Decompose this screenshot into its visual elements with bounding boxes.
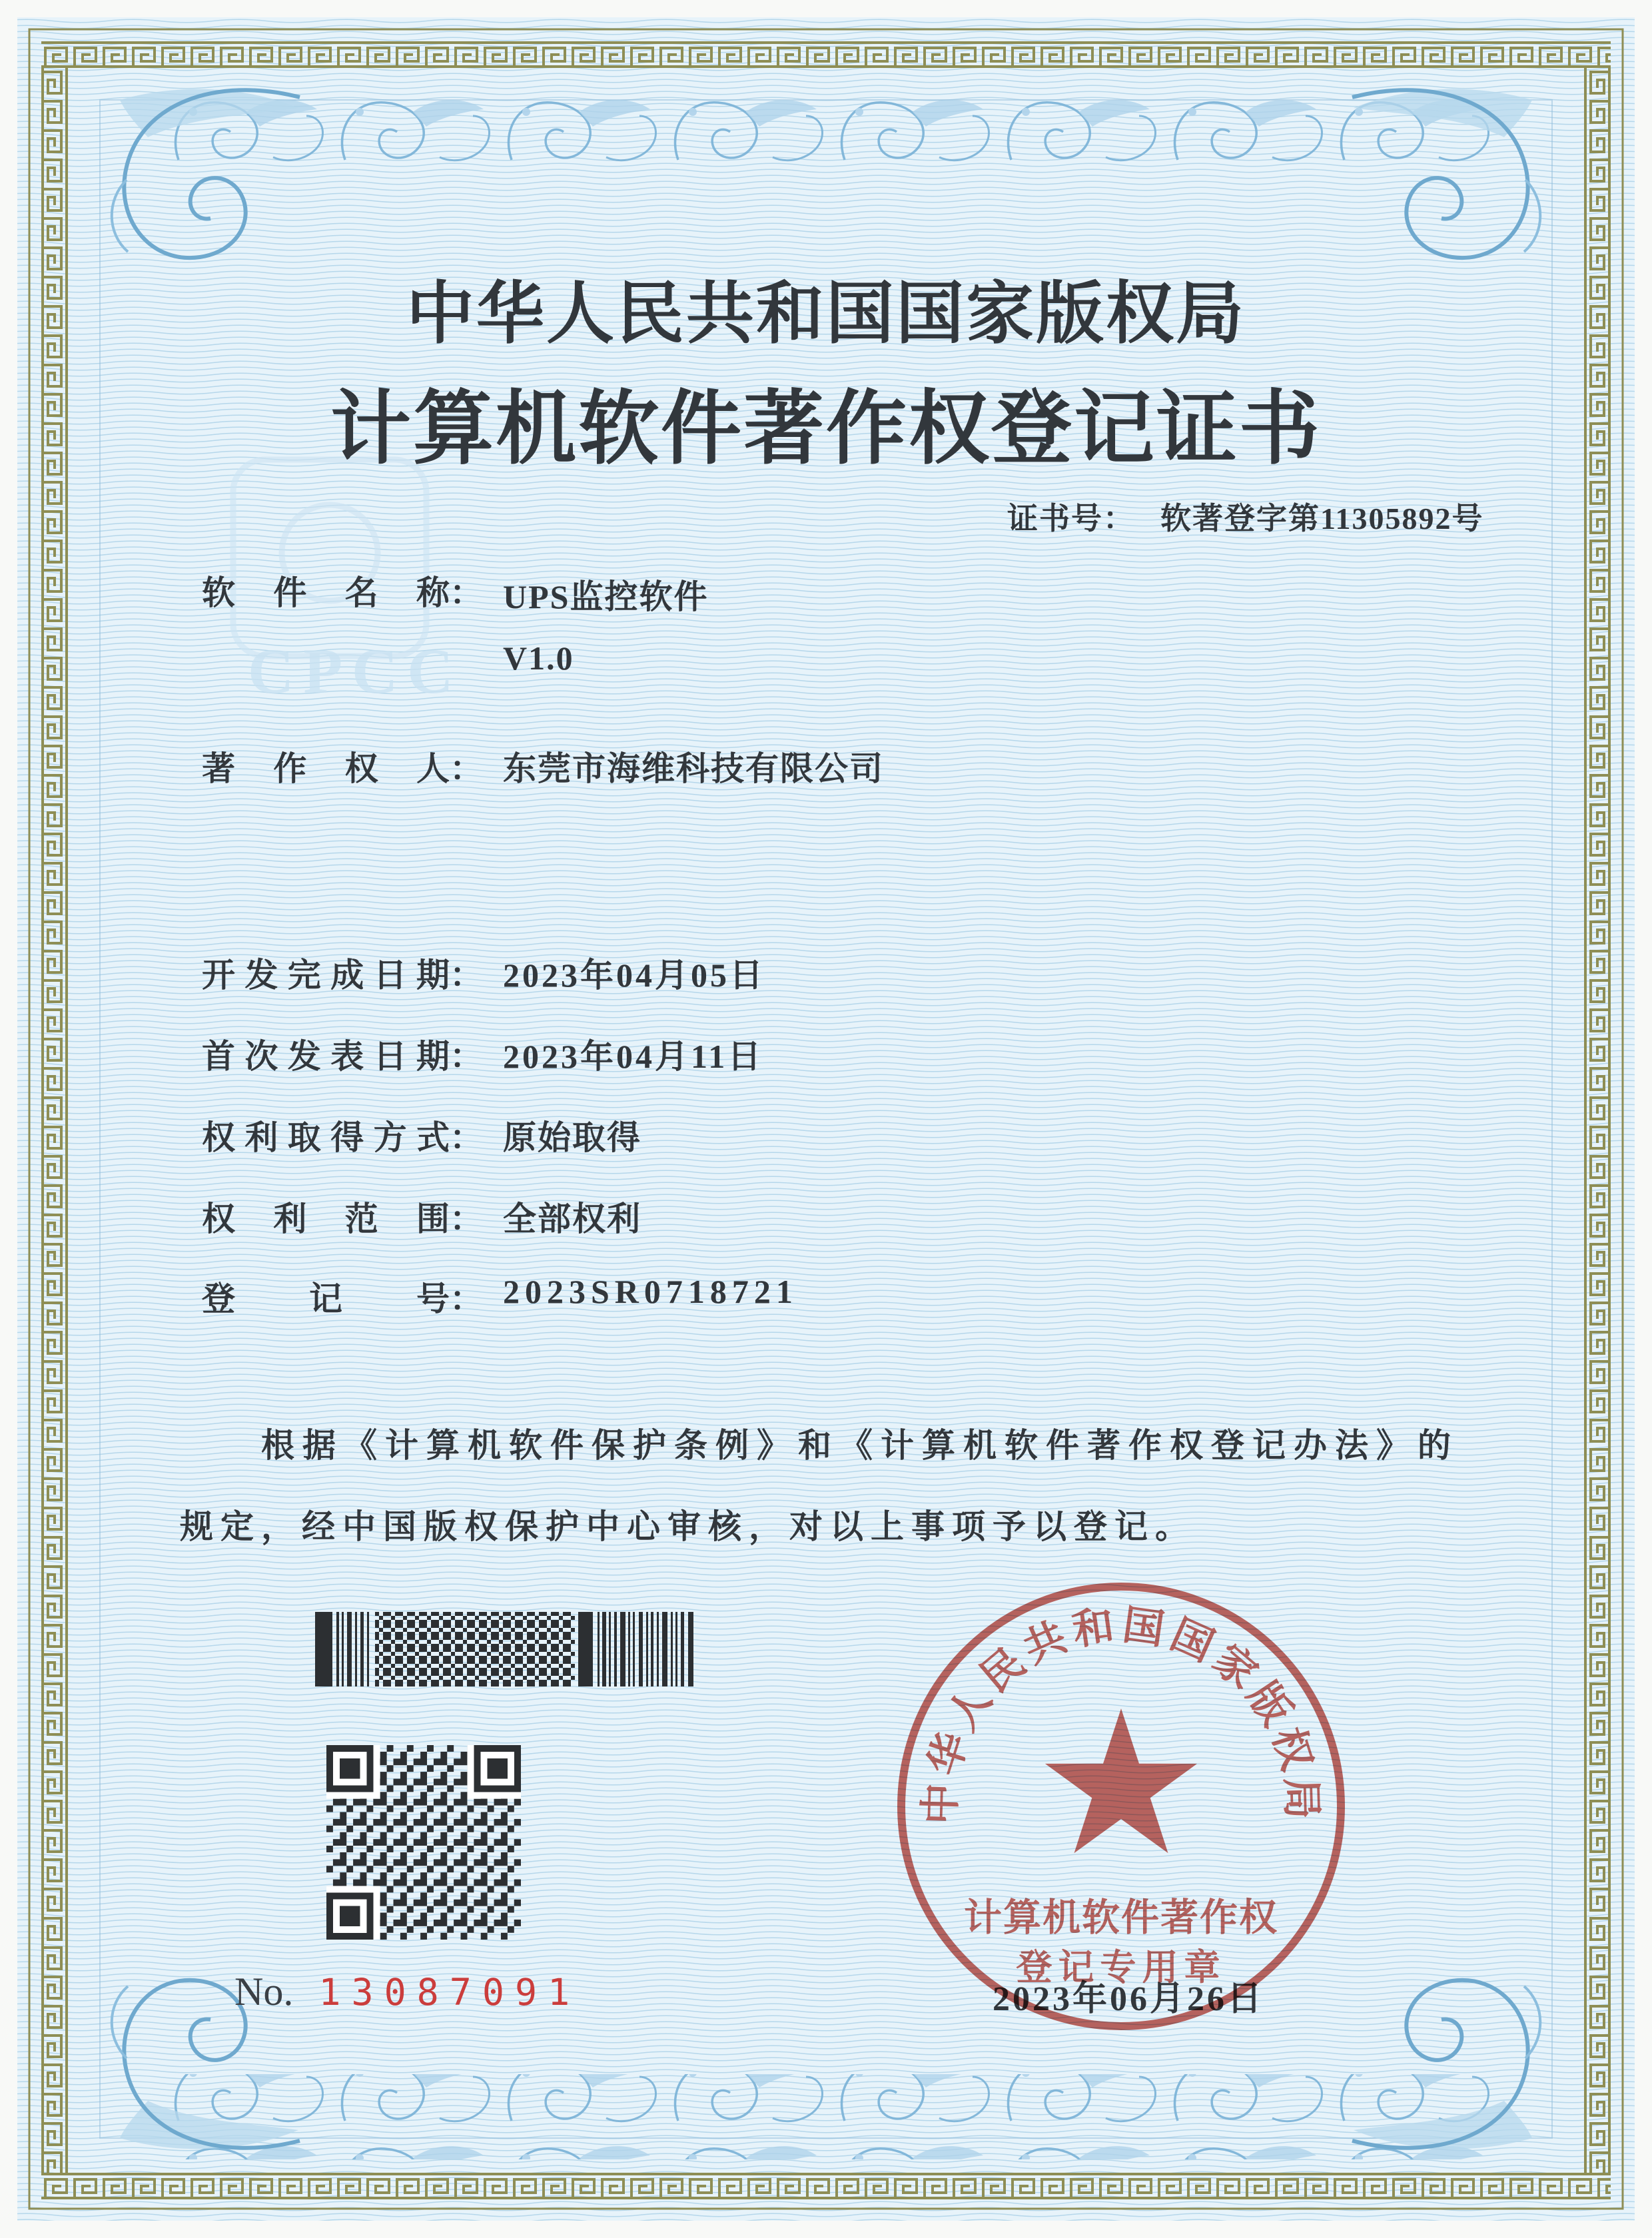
field-label-dev-complete-date: 开发完成日期 [202, 956, 450, 994]
certificate-title: 计算机软件著作权登记证书 [330, 385, 1322, 474]
cert-no-label: 证书号： [1007, 502, 1135, 536]
cert-no-value: 软著登字第11305892号 [1160, 502, 1484, 536]
field-value-right-scope: 全部权利 [503, 1200, 641, 1238]
serial-label: No. [234, 1970, 294, 2014]
authority-title: 中华人民共和国国家版权局 [406, 277, 1246, 352]
serial-number: 13087091 [318, 1971, 581, 2014]
field-colon: ： [450, 750, 483, 787]
issue-date: 2023年06月26日 [993, 1980, 1265, 2018]
cpcc-watermark-text: CPCC [248, 635, 463, 707]
field-colon: ： [450, 1038, 483, 1075]
field-colon: ： [450, 1280, 483, 1317]
seal-line-2: 登记专用章 [1016, 1948, 1226, 1988]
field-value-first-publish-date: 2023年04月11日 [503, 1038, 764, 1075]
field-value-software-name: UPS监控软件 [503, 578, 709, 615]
field-value-dev-complete-date: 2023年04月05日 [503, 956, 765, 994]
field-colon: ： [450, 956, 483, 994]
field-value-right-acquisition: 原始取得 [503, 1119, 641, 1156]
seal-line-1: 计算机软件著作权 [964, 1897, 1278, 1939]
statement-line-2: 规定，经中国版权保护中心审核，对以上事项予以登记。 [180, 1508, 1196, 1545]
field-colon: ： [450, 1200, 483, 1238]
field-value-copyright-owner: 东莞市海维科技有限公司 [503, 750, 884, 787]
field-label-right-acquisition: 权利取得方式 [202, 1119, 450, 1156]
field-label-first-publish-date: 首次发表日期 [202, 1038, 450, 1075]
seal-arc-text: 中华人民共和国国家版权局 [918, 1603, 1324, 1826]
field-label-right-scope: 权利范围 [202, 1200, 450, 1238]
field-value-registration-no: 2023SR0718721 [503, 1273, 798, 1310]
statement-line-1: 根据《计算机软件保护条例》和《计算机软件著作权登记办法》的 [261, 1427, 1459, 1464]
field-label-copyright-owner: 著作权人 [202, 750, 450, 787]
software-version: V1.0 [503, 639, 574, 677]
field-colon: ： [450, 574, 483, 611]
seal-star [1045, 1708, 1197, 1853]
field-label-registration-no: 登记号 [202, 1280, 450, 1317]
field-label-software-name: 软件名称 [202, 574, 450, 611]
field-colon: ： [450, 1119, 483, 1156]
